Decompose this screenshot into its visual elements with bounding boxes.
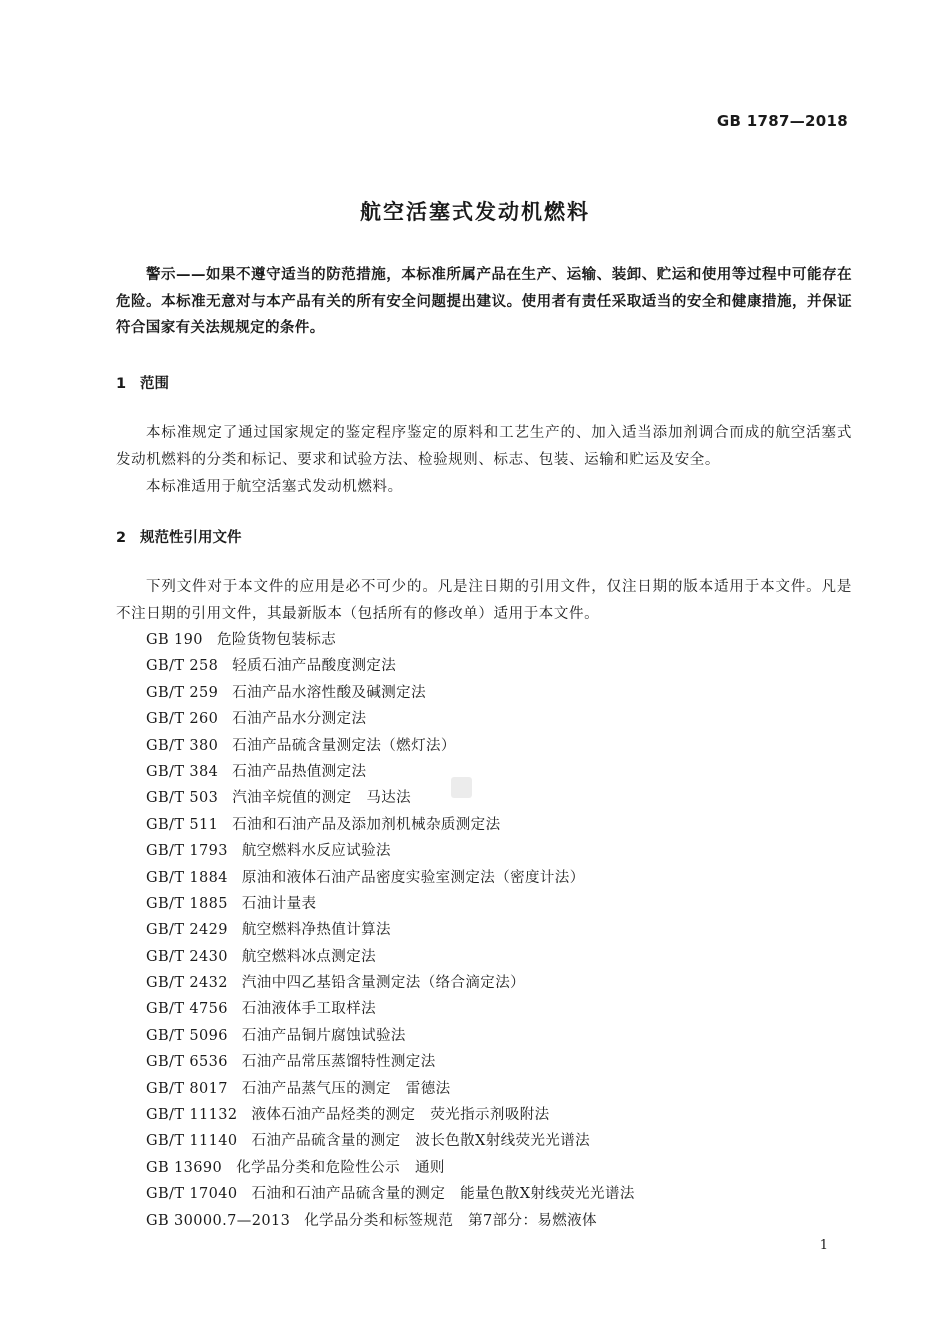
reference-item: [146, 812, 635, 838]
reference-code: GB/T 2429: [146, 922, 228, 939]
reference-title: 石油产品水溶性酸及碱测定法: [232, 684, 426, 701]
reference-item: [146, 627, 635, 653]
standard-number: GB 1787—2018: [716, 112, 848, 130]
reference-code: GB/T 17040: [146, 1186, 238, 1203]
reference-code: GB/T 5096: [146, 1027, 228, 1044]
page-number: 1: [819, 1238, 828, 1253]
normative-references-list: [146, 627, 635, 1234]
reference-code: GB/T 1884: [146, 869, 228, 886]
references-intro-paragraph: 下列文件对于本文件的应用是必不可少的。凡是注日期的引用文件，仅注日期的版本适用于本文件。凡是不注日期的引用文件，其最新版本（包括所有的修改单）适用于本文件。: [116, 579, 852, 622]
reference-title: 石油产品硫含量测定法（燃灯法）: [232, 737, 456, 754]
reference-code: GB/T 8017: [146, 1080, 228, 1097]
reference-title: 化学品分类和危险性公示 通则: [236, 1159, 445, 1176]
reference-title: 石油液体手工取样法: [241, 1001, 377, 1018]
reference-item: [146, 653, 635, 679]
reference-item: [146, 759, 635, 785]
reference-item: [146, 865, 635, 891]
reference-item: [146, 1049, 635, 1075]
reference-code: GB/T 1885: [146, 895, 228, 912]
reference-title: 航空燃料冰点测定法: [241, 948, 377, 965]
reference-code: GB/T 11132: [146, 1107, 238, 1124]
reference-title: 原油和液体石油产品密度实验室测定法（密度计法）: [241, 869, 585, 886]
reference-title: 航空燃料净热值计算法: [241, 922, 391, 939]
reference-code: GB/T 260: [146, 711, 219, 728]
reference-code: GB/T 4756: [146, 1001, 228, 1018]
reference-item: [146, 891, 635, 917]
section-1-title: 范围: [140, 376, 169, 392]
section-1-number: 1: [116, 376, 127, 392]
reference-code: GB/T 503: [146, 790, 219, 807]
reference-item: [146, 838, 635, 864]
scope-paragraph-2: 本标准适用于航空活塞式发动机燃料。: [146, 479, 403, 495]
reference-code: GB/T 511: [146, 816, 219, 833]
reference-item: [146, 970, 635, 996]
reference-item: [146, 706, 635, 732]
reference-title: 轻质石油产品酸度测定法: [232, 658, 397, 675]
reference-title: 液体石油产品烃类的测定 荧光指示剂吸附法: [251, 1107, 550, 1124]
reference-item: [146, 733, 635, 759]
reference-code: GB 30000.7—2013: [146, 1212, 291, 1229]
reference-item: [146, 1181, 635, 1207]
reference-item: [146, 996, 635, 1022]
reference-code: GB/T 11140: [146, 1133, 238, 1150]
reference-code: GB/T 259: [146, 684, 219, 701]
reference-code: GB/T 6536: [146, 1054, 228, 1071]
reference-title: 汽油中四乙基铅含量测定法（络合滴定法）: [241, 975, 526, 992]
reference-title: 石油产品常压蒸馏特性测定法: [241, 1054, 436, 1071]
reference-title: 石油产品热值测定法: [232, 763, 367, 780]
reference-item: [146, 680, 635, 706]
reference-title: 石油和石油产品及添加剂机械杂质测定法: [232, 816, 501, 833]
reference-item: [146, 917, 635, 943]
reference-code: GB 190: [146, 632, 203, 648]
reference-code: GB/T 258: [146, 658, 219, 675]
scope-paragraph-1: 本标准规定了通过国家规定的鉴定程序鉴定的原料和工艺生产的、加入适当添加剂调合而成的航空活塞式发动机燃料的分类和标记、要求和试验方法、检验规则、标志、包装、运输和贮运及安全。: [116, 425, 852, 468]
reference-code: GB/T 384: [146, 763, 219, 780]
document-title: 航空活塞式发动机燃料: [360, 200, 590, 224]
section-2-heading: [116, 526, 242, 547]
reference-item: [146, 1023, 635, 1049]
reference-item: [146, 1128, 635, 1154]
reference-item: [146, 944, 635, 970]
reference-code: GB/T 2430: [146, 948, 228, 965]
reference-title: 航空燃料水反应试验法: [241, 843, 391, 860]
reference-title: 石油产品水分测定法: [232, 711, 367, 728]
reference-code: GB/T 2432: [146, 975, 228, 992]
reference-code: GB 13690: [146, 1159, 223, 1176]
section-2-number: 2: [116, 530, 127, 546]
reference-title: 石油产品蒸气压的测定 雷德法: [241, 1080, 451, 1097]
section-1-heading: [116, 372, 169, 393]
reference-title: 石油和石油产品硫含量的测定 能量色散X射线荧光光谱法: [251, 1186, 635, 1203]
reference-title: 危险货物包装标志: [216, 632, 337, 648]
warning-paragraph: 警示——如果不遵守适当的防范措施，本标准所属产品在生产、运输、装卸、贮运和使用等过程中可能存在危险。本标准无意对与本产品有关的所有安全问题提出建议。使用者有责任采取适当的安全和健康措施，并保证符合国家有关法规规定的条件。: [116, 267, 852, 336]
reference-code: GB/T 1793: [146, 843, 228, 860]
reference-item: [146, 1102, 635, 1128]
scan-smudge: [451, 777, 472, 798]
reference-title: 石油计量表: [241, 895, 317, 912]
reference-title: 化学品分类和标签规范 第7部分：易燃液体: [304, 1212, 597, 1229]
reference-item: [146, 1076, 635, 1102]
reference-item: [146, 1155, 635, 1181]
reference-code: GB/T 380: [146, 737, 219, 754]
reference-title: 石油产品硫含量的测定 波长色散X射线荧光光谱法: [251, 1133, 591, 1150]
reference-item: [146, 785, 635, 811]
reference-item: [146, 1208, 635, 1234]
section-2-title: 规范性引用文件: [140, 530, 242, 546]
reference-title: 石油产品铜片腐蚀试验法: [241, 1027, 406, 1044]
reference-title: 汽油辛烷值的测定 马达法: [232, 790, 412, 807]
